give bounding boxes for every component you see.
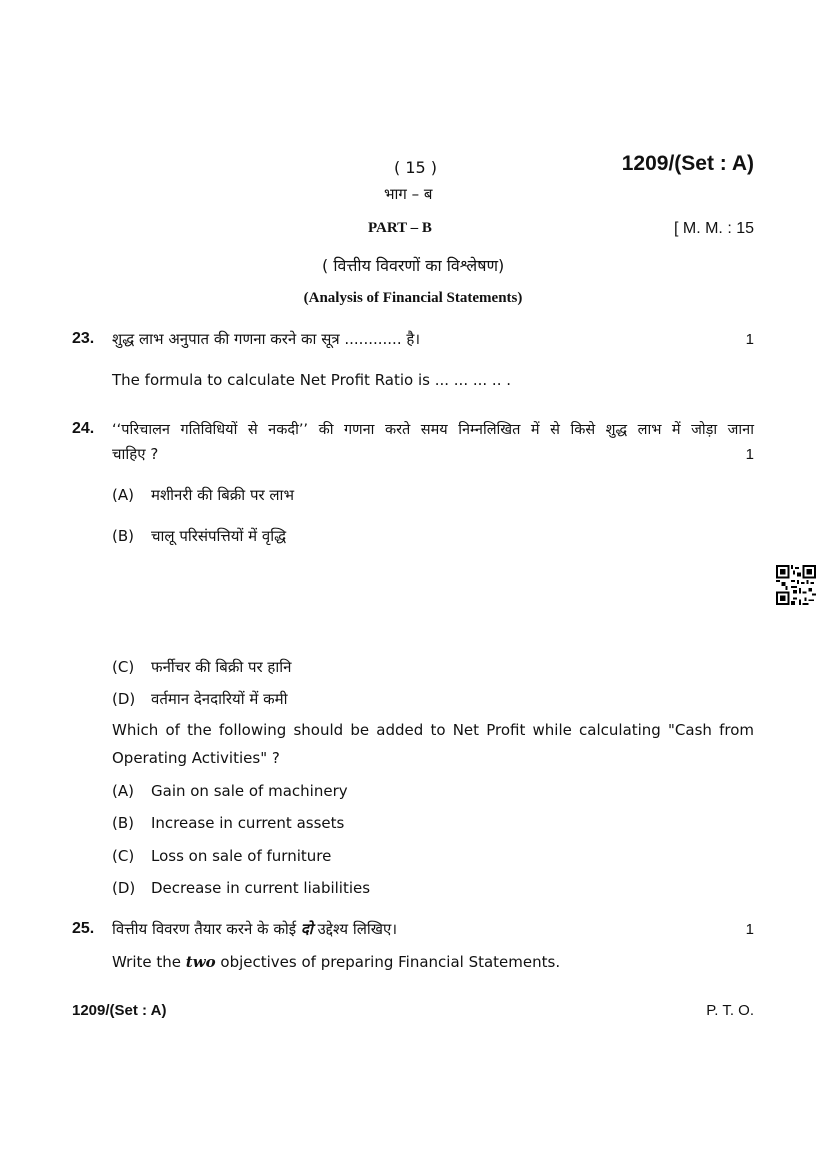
question-25-english-part: objectives of preparing Financial Statements. [215, 953, 561, 971]
option-label: (D) [112, 879, 136, 897]
option-text: फर्नीचर की बिक्री पर हानि [151, 658, 292, 676]
footer-paper-code: 1209/(Set : A) [72, 1002, 167, 1019]
option-text: मशीनरी की बिक्री पर लाभ [151, 486, 294, 504]
question-23-english: The formula to calculate Net Profit Ratio is ... ... ... .. . [112, 371, 512, 389]
question-23-number: 23. [72, 330, 95, 347]
option-text: चालू परिसंपत्तियों में वृद्धि [151, 527, 287, 545]
question-25-english [112, 953, 560, 971]
option-label: (B) [112, 527, 134, 545]
question-24-hindi-line2: चाहिए ? [112, 445, 159, 463]
section-title-english: (Analysis of Financial Statements) [303, 290, 523, 306]
option-label: (A) [112, 486, 134, 504]
question-24-english: Which of the following should be added to Net Profit while calculating "Cash from Operating Activities" ? [112, 721, 754, 767]
emphasis-word: two [185, 953, 216, 971]
part-title-hindi: भाग – ब [384, 185, 433, 203]
question-25-number: 25. [72, 920, 95, 937]
part-title-english: PART – B [368, 220, 432, 236]
question-23-hindi: शुद्ध लाभ अनुपात की गणना करने का सूत्र ............ है। [112, 330, 421, 348]
option-label: (D) [112, 690, 136, 708]
option-text: Increase in current assets [151, 814, 345, 832]
option-label: (C) [112, 847, 135, 865]
question-25-english-part: Write the [112, 953, 186, 971]
page-number: ( 15 ) [394, 158, 438, 177]
footer-pto: P. T. O. [706, 1002, 754, 1019]
option-text: Decrease in current liabilities [151, 879, 371, 897]
option-label: (A) [112, 782, 134, 800]
option-text: वर्तमान देनदारियों में कमी [151, 690, 288, 708]
max-marks: [ M. M. : 15 [673, 220, 754, 237]
question-23-marks: 1 [745, 331, 754, 348]
question-24-marks: 1 [745, 446, 754, 463]
question-25-hindi-part: वित्तीय विवरण तैयार करने के कोई [112, 920, 301, 938]
question-25-hindi-part: उद्देश्य लिखिए। [312, 920, 398, 938]
paper-code: 1209/(Set : A) [621, 152, 754, 175]
option-text: Gain on sale of machinery [151, 782, 348, 800]
question-25-hindi [112, 919, 397, 939]
option-label: (C) [112, 658, 135, 676]
question-25-marks: 1 [745, 921, 754, 938]
option-text: Loss on sale of furniture [151, 847, 332, 865]
section-title-hindi: ( वित्तीय विवरणों का विश्लेषण) [322, 256, 505, 275]
emphasis-word: दो [300, 920, 313, 938]
question-24-number: 24. [72, 420, 95, 437]
question-24-hindi-line1: ‘‘परिचालन गतिविधियों से नकदी’’ की गणना करते समय निम्नलिखित में से किसे शुद्ध लाभ में जोड़ा जाना [112, 422, 754, 438]
option-label: (B) [112, 814, 134, 832]
qr-code [776, 565, 816, 605]
